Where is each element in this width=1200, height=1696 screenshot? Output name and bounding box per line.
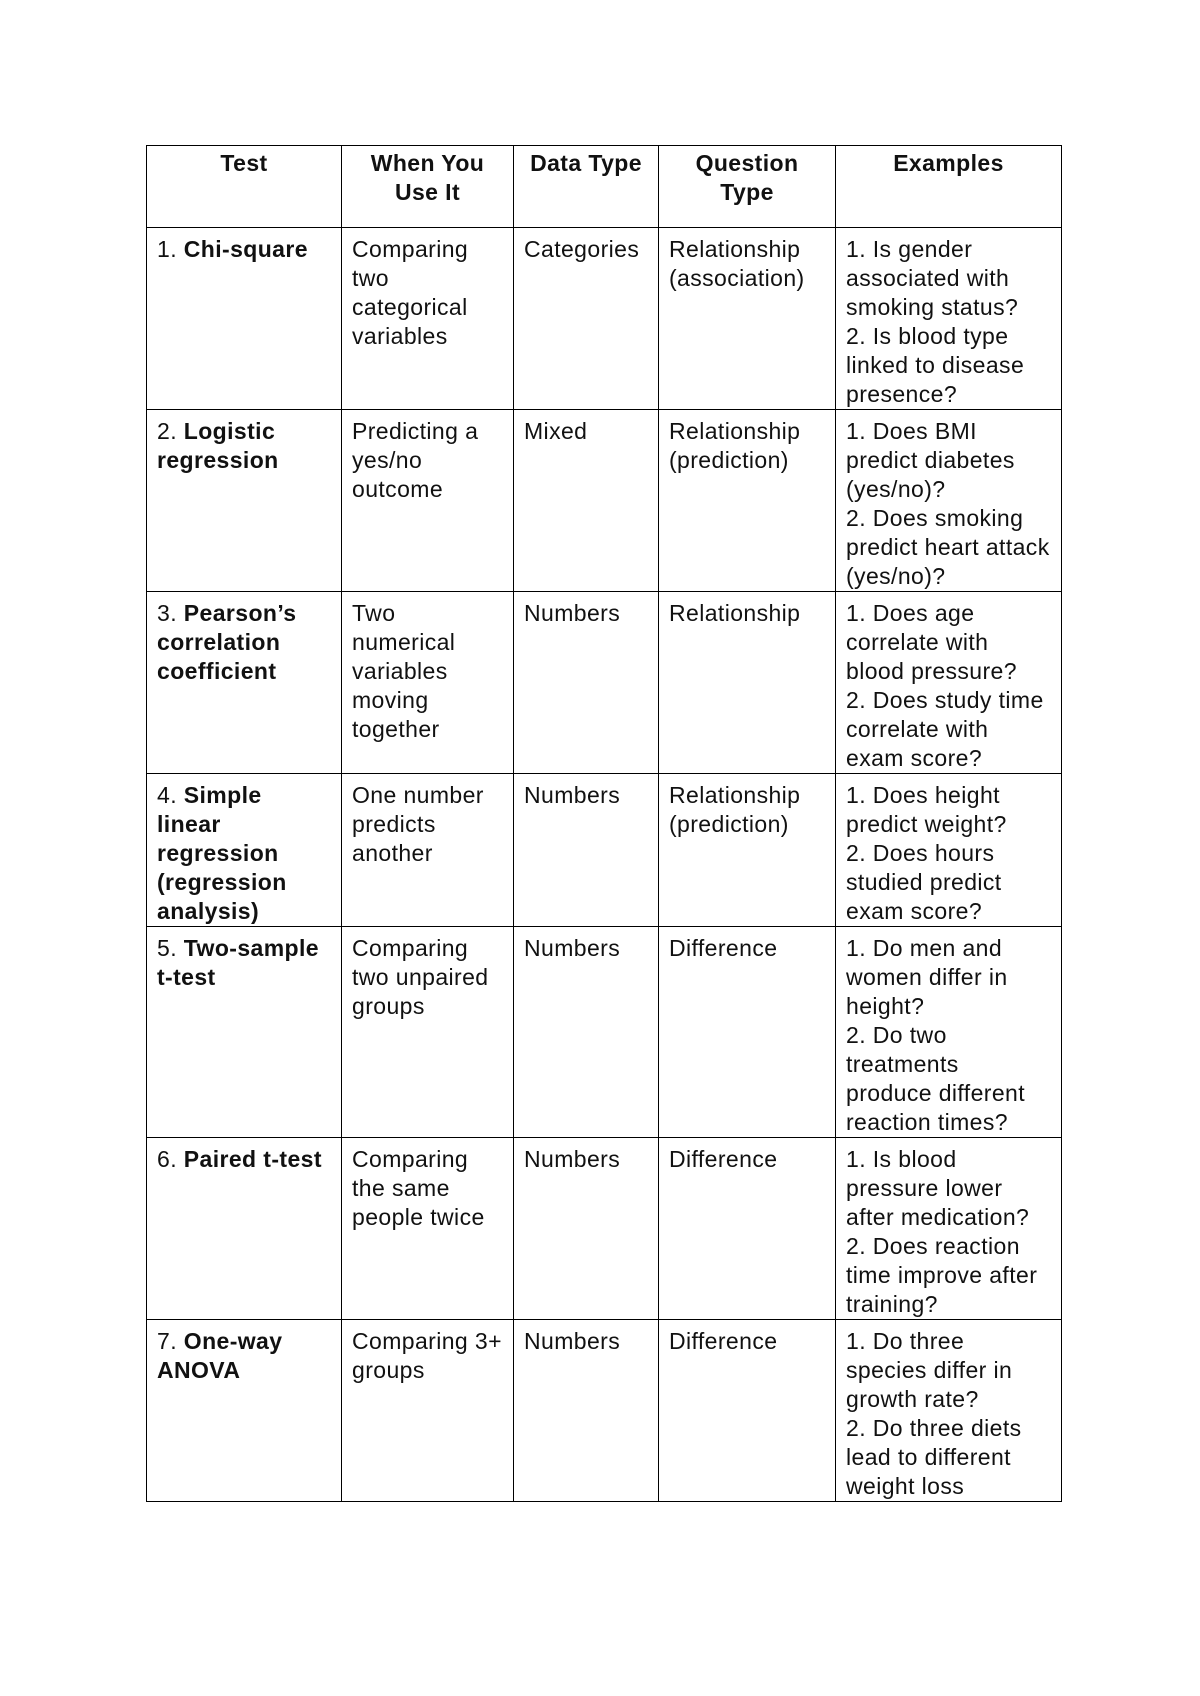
- test-number: 6.: [157, 1146, 177, 1172]
- test-number: 2.: [157, 418, 177, 444]
- test-name: Logistic regression: [157, 418, 279, 473]
- table-row: [147, 1138, 1062, 1320]
- question-type-cell: Difference: [659, 1320, 836, 1502]
- question-type-cell: Relationship: [659, 592, 836, 774]
- question-type-cell: Difference: [659, 927, 836, 1138]
- examples-cell: [836, 228, 1062, 410]
- question-type-cell: Difference: [659, 1138, 836, 1320]
- data-type-cell: Numbers: [514, 774, 659, 927]
- test-number: 3.: [157, 600, 177, 626]
- test-name: Paired t-test: [183, 1146, 322, 1172]
- test-name: Simple linear regression (regression analysis): [157, 782, 287, 924]
- when-you-use-it-cell: One number predicts another: [342, 774, 514, 927]
- example-item: 2. Do two treatments produce different reaction times?: [846, 1022, 1025, 1135]
- table-row: [147, 228, 1062, 410]
- when-you-use-it-cell: Predicting a yes/no outcome: [342, 410, 514, 592]
- header-row: [147, 146, 1062, 228]
- test-name: Pearson’s correlation coefficient: [157, 600, 297, 684]
- header-question-type: Question Type: [659, 146, 836, 228]
- table-row: [147, 592, 1062, 774]
- example-item: 1. Does BMI predict diabetes (yes/no)?: [846, 418, 1015, 502]
- examples-cell: [836, 1320, 1062, 1502]
- example-item: 2. Does study time correlate with exam score?: [846, 687, 1044, 771]
- test-cell: [147, 592, 342, 774]
- table-body: [147, 228, 1062, 1502]
- table-row: [147, 410, 1062, 592]
- when-you-use-it-cell: Two numerical variables moving together: [342, 592, 514, 774]
- header-test: Test: [147, 146, 342, 228]
- question-type-cell: Relationship (prediction): [659, 774, 836, 927]
- when-you-use-it-cell: Comparing two unpaired groups: [342, 927, 514, 1138]
- question-type-cell: Relationship (association): [659, 228, 836, 410]
- examples-cell: [836, 927, 1062, 1138]
- test-number: 7.: [157, 1328, 177, 1354]
- data-type-cell: Numbers: [514, 592, 659, 774]
- table-row: [147, 774, 1062, 927]
- when-you-use-it-cell: Comparing the same people twice: [342, 1138, 514, 1320]
- example-item: 2. Does reaction time improve after training?: [846, 1233, 1038, 1317]
- data-type-cell: Numbers: [514, 1320, 659, 1502]
- data-type-cell: Categories: [514, 228, 659, 410]
- example-item: 1. Do three species differ in growth rate?: [846, 1328, 1013, 1412]
- data-type-cell: Numbers: [514, 1138, 659, 1320]
- test-name: Two-sample t-test: [157, 935, 319, 990]
- examples-cell: [836, 774, 1062, 927]
- when-you-use-it-cell: Comparing two categorical variables: [342, 228, 514, 410]
- example-item: 1. Is blood pressure lower after medication?: [846, 1146, 1030, 1230]
- test-cell: [147, 927, 342, 1138]
- test-cell: [147, 228, 342, 410]
- example-item: 2. Does hours studied predict exam score?: [846, 840, 1002, 924]
- test-number: 4.: [157, 782, 177, 808]
- test-cell: [147, 1138, 342, 1320]
- question-type-cell: Relationship (prediction): [659, 410, 836, 592]
- data-type-cell: Mixed: [514, 410, 659, 592]
- example-item: 1. Does height predict weight?: [846, 782, 1007, 837]
- test-name: Chi-square: [183, 236, 308, 262]
- example-item: 2. Do three diets lead to different weight loss: [846, 1415, 1022, 1499]
- test-cell: [147, 774, 342, 927]
- test-cell: [147, 410, 342, 592]
- example-item: 1. Is gender associated with smoking status?: [846, 236, 1019, 320]
- examples-cell: [836, 1138, 1062, 1320]
- test-number: 5.: [157, 935, 177, 961]
- data-type-cell: Numbers: [514, 927, 659, 1138]
- example-item: 2. Is blood type linked to disease presence?: [846, 323, 1025, 407]
- test-cell: [147, 1320, 342, 1502]
- examples-cell: [836, 410, 1062, 592]
- examples-cell: [836, 592, 1062, 774]
- header-when-you-use-it: When You Use It: [342, 146, 514, 228]
- example-item: 2. Does smoking predict heart attack (yes/no)?: [846, 505, 1050, 589]
- statistical-tests-table: [146, 145, 1062, 1502]
- example-item: 1. Do men and women differ in height?: [846, 935, 1008, 1019]
- header-data-type: Data Type: [514, 146, 659, 228]
- header-examples: Examples: [836, 146, 1062, 228]
- test-name: One-way ANOVA: [157, 1328, 283, 1383]
- table-row: [147, 927, 1062, 1138]
- table-row: [147, 1320, 1062, 1502]
- when-you-use-it-cell: Comparing 3+ groups: [342, 1320, 514, 1502]
- test-number: 1.: [157, 236, 177, 262]
- example-item: 1. Does age correlate with blood pressure?: [846, 600, 1017, 684]
